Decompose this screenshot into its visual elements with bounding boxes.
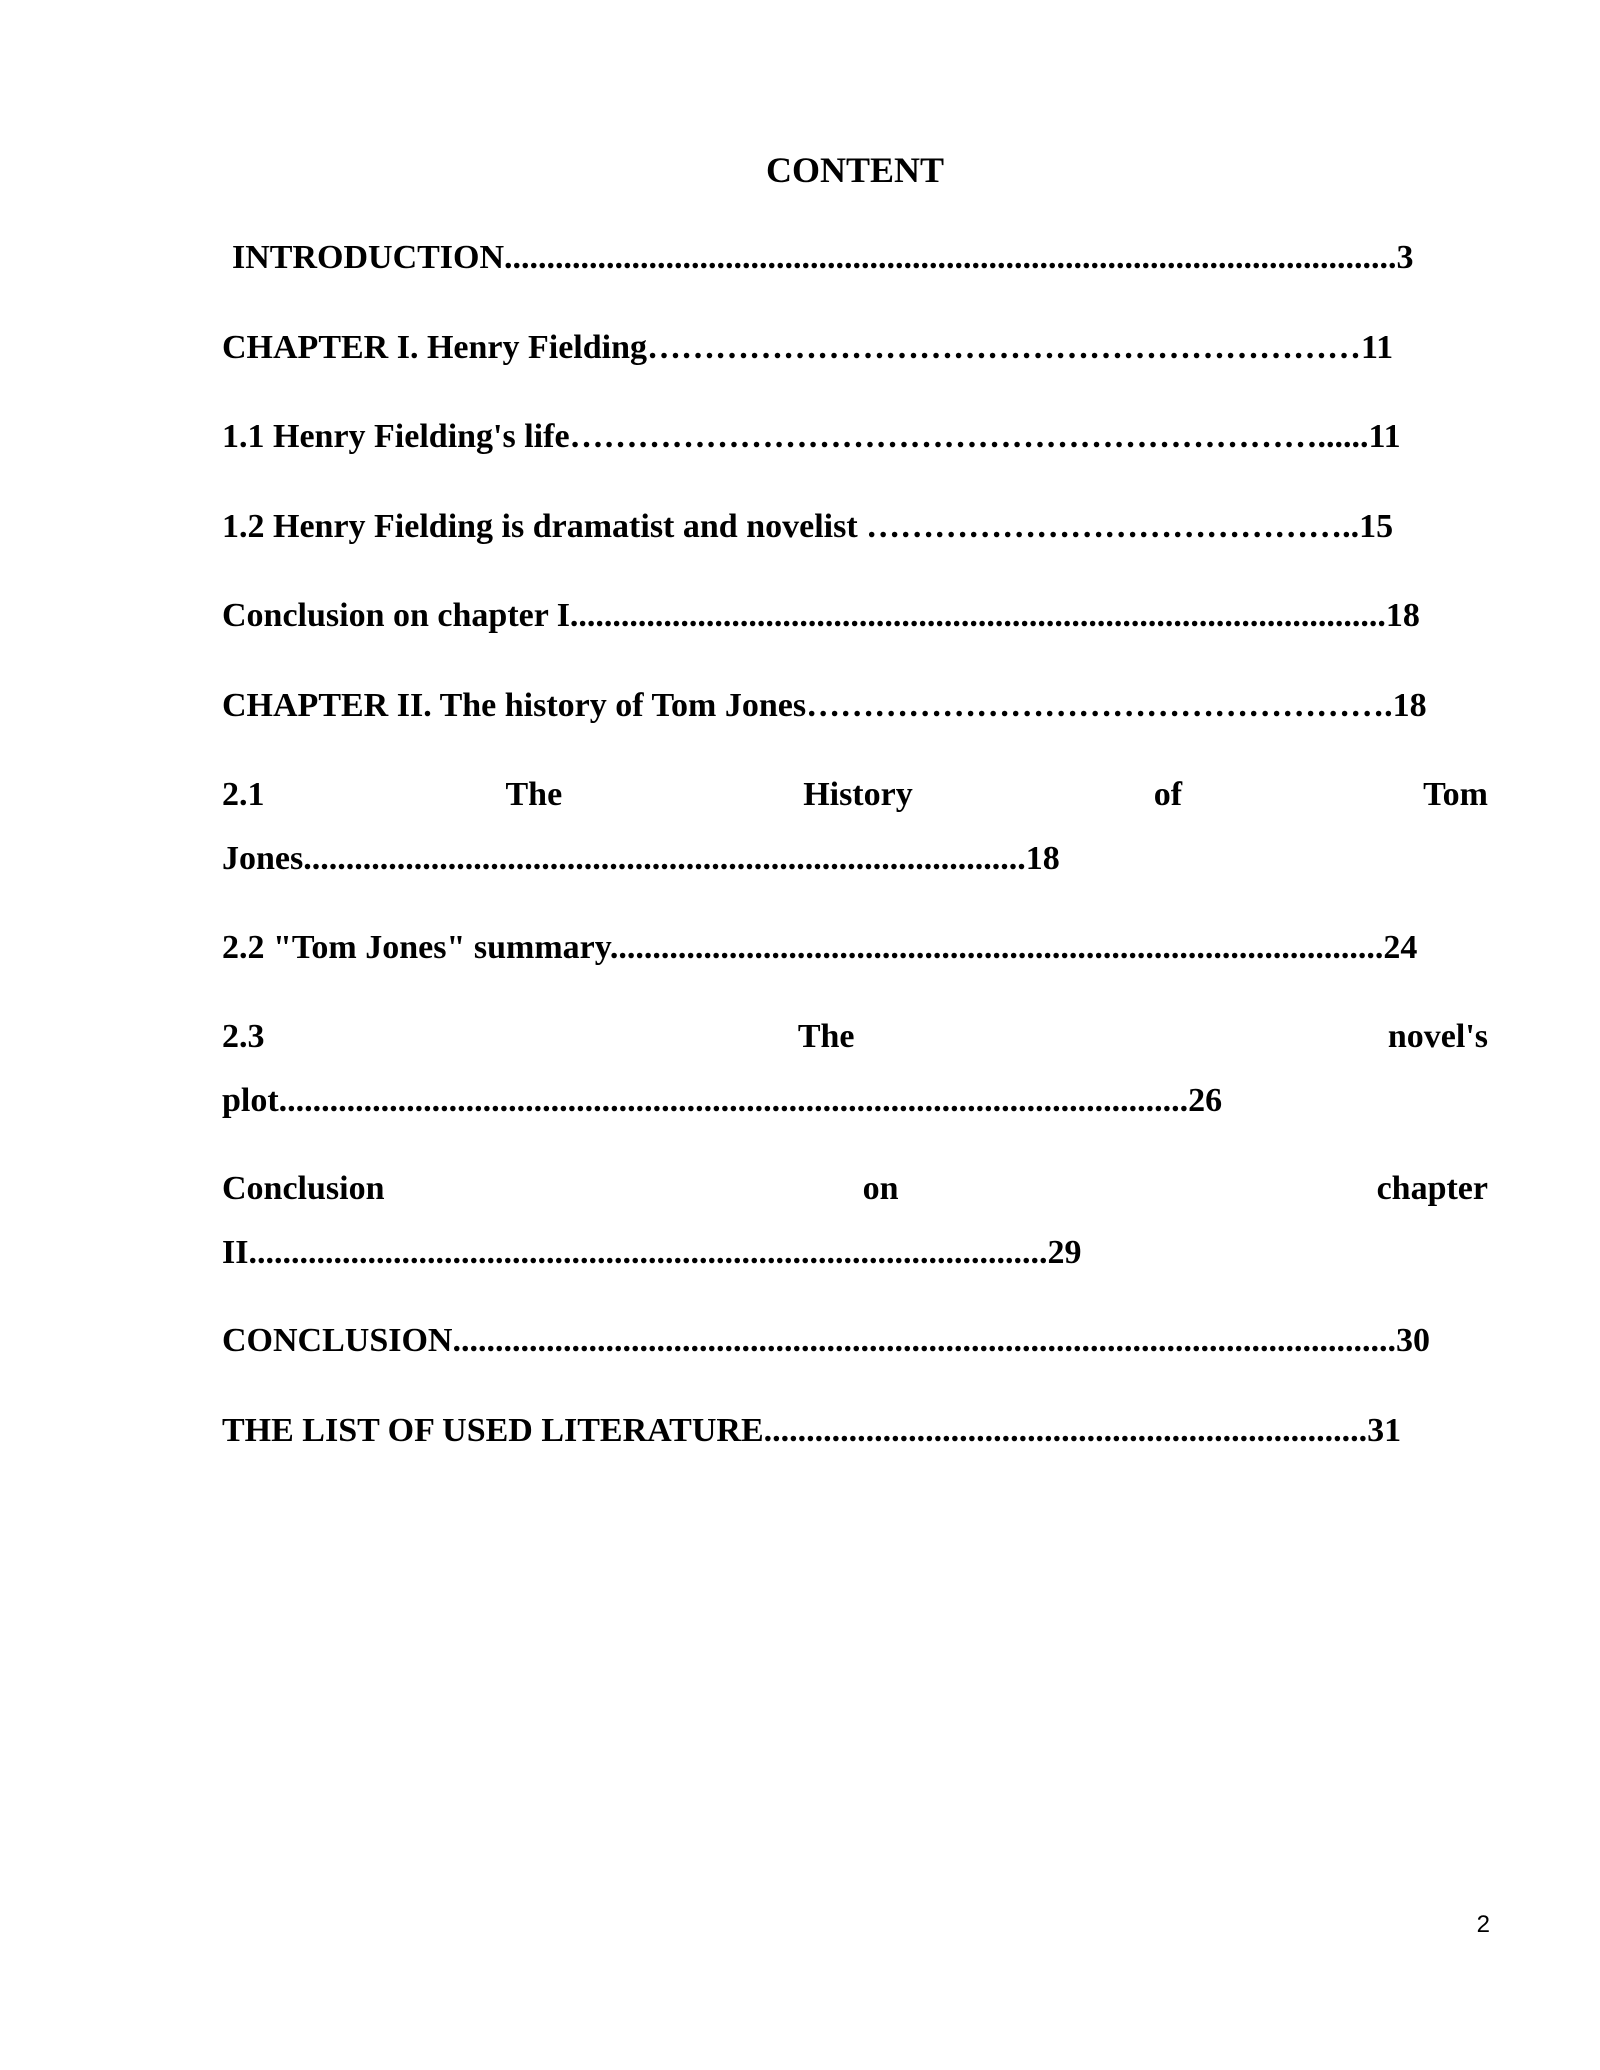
- page-title: CONTENT: [765, 150, 945, 190]
- toc-word: Conclusion: [222, 1170, 385, 1207]
- toc-word: novel's: [1387, 1018, 1488, 1055]
- toc-word: Tom: [1423, 776, 1488, 813]
- toc-word: 2.3: [222, 1018, 265, 1055]
- toc-entry-conclusion: CONCLUSION...............................................................................................................30: [222, 1322, 1430, 1359]
- toc-entry-conclusion-chapter-2-line1: [222, 1168, 1488, 1210]
- toc-entry-1-2: 1.2 Henry Fielding is dramatist and novelist ……………………………………..15: [222, 508, 1394, 545]
- toc-entry-literature: THE LIST OF USED LITERATURE.......................................................................31: [222, 1412, 1402, 1449]
- toc-word: The: [797, 1018, 855, 1055]
- toc-word: 2.1: [222, 776, 265, 813]
- toc-entry-1-1: 1.1 Henry Fielding's life…………………………………………………………......11: [222, 418, 1401, 455]
- toc-entry-chapter-1: CHAPTER I. Henry Fielding………………………………………………………11: [222, 329, 1394, 366]
- toc-word: on: [862, 1170, 899, 1207]
- toc-entry-2-2: 2.2 "Tom Jones" summary...........................................................................................24: [222, 929, 1418, 966]
- toc-word: History: [803, 776, 913, 813]
- toc-word: chapter: [1376, 1170, 1488, 1207]
- toc-entry-2-3-line1: [222, 1016, 1488, 1058]
- toc-entry-conclusion-chapter-1: Conclusion on chapter I................................................................................................18: [222, 597, 1420, 634]
- toc-entry-chapter-2: CHAPTER II. The history of Tom Jones…………………………………………….18: [222, 687, 1427, 724]
- toc-word: The: [505, 776, 563, 813]
- toc-entry-2-3-line2: plot...........................................................................................................26: [222, 1082, 1223, 1119]
- toc-entry-conclusion-chapter-2-line2: II..............................................................................................29: [222, 1234, 1082, 1271]
- toc-entry-introduction: INTRODUCTION.........................................................................................................3: [232, 239, 1414, 276]
- toc-entry-2-1-line1: [222, 774, 1488, 816]
- toc-word: of: [1153, 776, 1183, 813]
- toc-entry-2-1-line2: Jones.....................................................................................18: [222, 840, 1060, 877]
- page-number: 2: [1476, 1911, 1490, 1938]
